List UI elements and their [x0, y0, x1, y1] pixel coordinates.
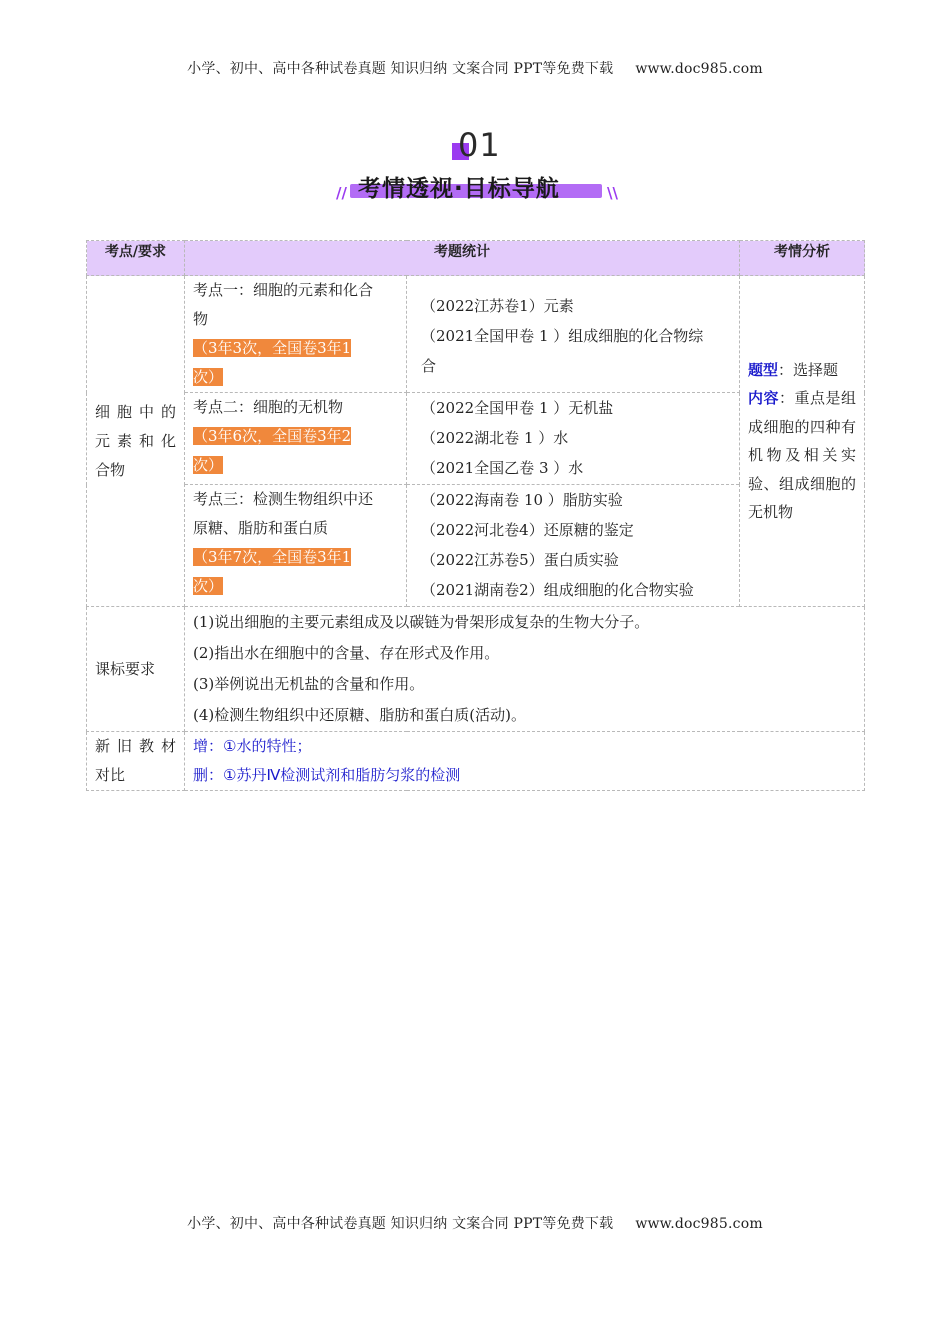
category-cell	[87, 276, 185, 607]
comparison-added: 增：①水的特性；	[193, 737, 312, 755]
table-header-row	[87, 241, 865, 276]
page-footer	[0, 1213, 950, 1233]
point-name: 考点三：检测生物组织中还	[193, 490, 374, 508]
point-frequency: （3年6次，全国卷3年2	[193, 427, 352, 445]
exam-item: （2022海南卷 10 ）脂肪实验	[421, 491, 623, 509]
exam-item: （2022江苏卷1）元素	[421, 297, 574, 315]
footer-site: www.doc985.com	[635, 1216, 763, 1232]
exam-item: （2021全国乙卷 3 ）水	[421, 459, 584, 477]
exam-item: （2022湖北卷 1 ）水	[421, 429, 569, 447]
comparison-label: 新旧教材	[95, 737, 176, 755]
section-number: 01	[458, 126, 501, 164]
exam-cell	[407, 276, 740, 393]
category-line: 细胞中的	[95, 402, 176, 421]
standards-label-cell	[87, 607, 185, 732]
point-name: 原糖、脂肪和蛋白质	[193, 519, 329, 537]
category-line: 元素和化	[95, 431, 176, 450]
exam-cell	[407, 393, 740, 485]
comparison-cell	[185, 732, 865, 791]
section-title: 考情透视·目标导航	[358, 176, 560, 202]
point-frequency: 次）	[193, 577, 224, 595]
point-frequency: 次）	[193, 368, 224, 386]
header-cell-analysis: 考情分析	[740, 241, 865, 276]
comparison-removed: 删：①苏丹Ⅳ检测试剂和脂肪匀浆的检测	[193, 766, 461, 784]
point-frequency: 次）	[193, 456, 224, 474]
point-name: 考点一：细胞的元素和化合	[193, 281, 374, 299]
standard-item: (1)说出细胞的主要元素组成及以碳链为骨架形成复杂的生物大分子。	[193, 613, 650, 631]
point-cell	[185, 393, 407, 485]
standards-label: 课标要求	[95, 659, 156, 678]
standard-item: (2)指出水在细胞中的含量、存在形式及作用。	[193, 644, 500, 662]
header-site: www.doc985.com	[635, 61, 763, 77]
category-line: 合物	[95, 460, 126, 479]
analysis-type-value: ：选择题	[778, 360, 839, 379]
standard-item: (4)检测生物组织中还原糖、脂肪和蛋白质(活动)。	[193, 706, 526, 724]
point-cell	[185, 276, 407, 393]
table-row	[87, 607, 865, 732]
exam-item: 合	[421, 357, 437, 375]
table-row	[87, 276, 865, 393]
exam-cell	[407, 485, 740, 607]
comparison-label: 对比	[95, 766, 126, 784]
analysis-type-label: 题型	[748, 360, 779, 379]
point-frequency: （3年7次，全国卷3年1	[193, 548, 352, 566]
point-name: 物	[193, 310, 209, 328]
analysis-cell	[740, 276, 865, 607]
analysis-content-value: ：重点是组成细胞的四种有机物及相关实验、组成细胞的无机物	[748, 389, 856, 521]
point-cell	[185, 485, 407, 607]
footer-text: 小学、初中、高中各种试卷真题 知识归纳 文案合同 PPT等免费下载	[187, 1216, 614, 1232]
standard-item: (3)举例说出无机盐的含量和作用。	[193, 675, 425, 693]
header-cell-point: 考点/要求	[87, 241, 185, 276]
standards-cell	[185, 607, 865, 732]
exam-item: （2022江苏卷5）蛋白质实验	[421, 551, 619, 569]
table-row	[87, 732, 865, 791]
comparison-label-cell	[87, 732, 185, 791]
header-cell-stats: 考题统计	[185, 241, 740, 276]
title-slash-right: \\	[607, 184, 618, 202]
point-frequency: （3年3次，全国卷3年1	[193, 339, 352, 357]
exam-item: （2022全国甲卷 1 ）无机盐	[421, 399, 614, 417]
exam-item: （2021湖南卷2）组成细胞的化合物实验	[421, 581, 694, 599]
analysis-content-label: 内容	[748, 389, 779, 407]
exam-item: （2022河北卷4）还原糖的鉴定	[421, 521, 634, 539]
page-header	[0, 58, 950, 78]
title-slash-left: //	[336, 184, 347, 202]
exam-analysis-table	[86, 240, 865, 791]
point-name: 考点二：细胞的无机物	[193, 398, 344, 416]
exam-item: （2021全国甲卷 1 ）组成细胞的化合物综	[421, 327, 704, 345]
header-text: 小学、初中、高中各种试卷真题 知识归纳 文案合同 PPT等免费下载	[187, 61, 614, 77]
